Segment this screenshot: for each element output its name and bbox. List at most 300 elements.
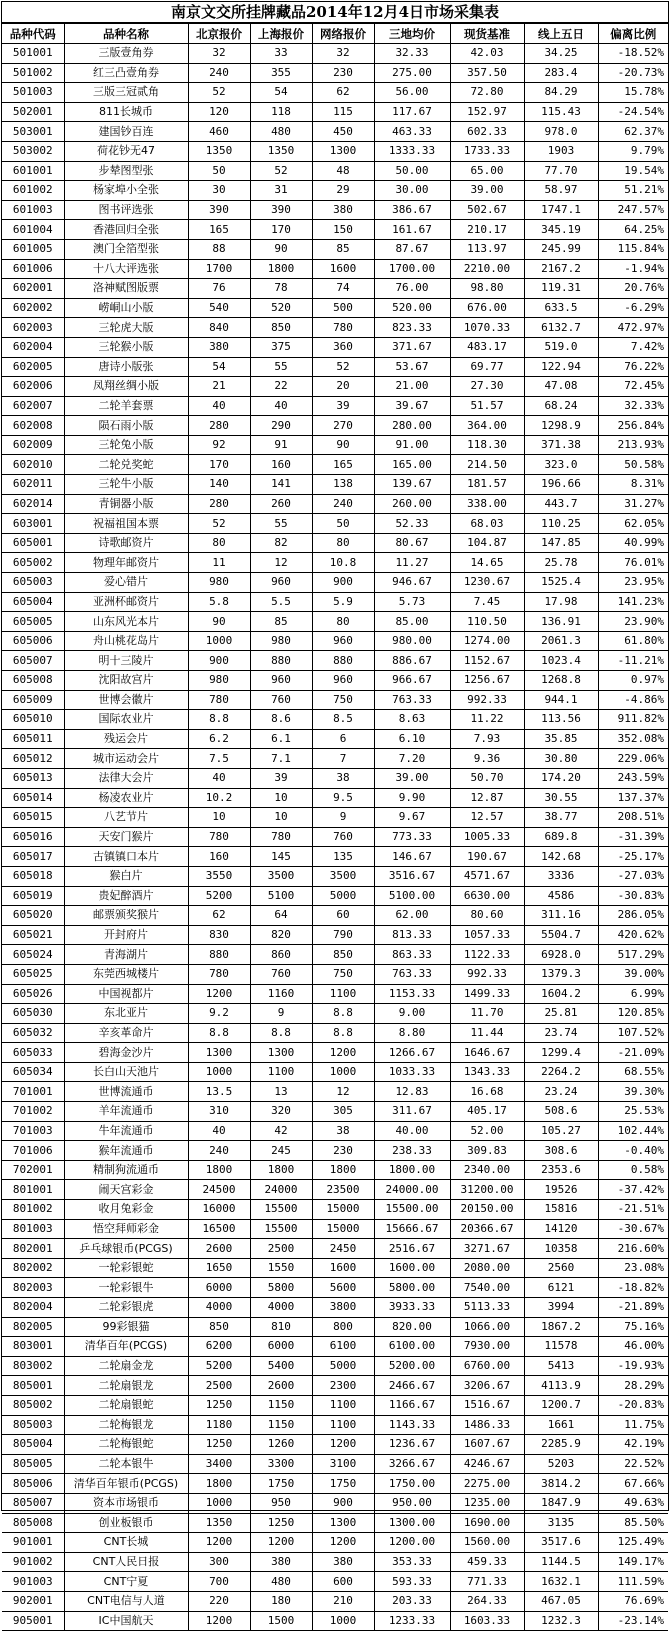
cell-code: 602010: [2, 455, 64, 475]
cell-code: 701006: [2, 1141, 64, 1161]
table-row: [2, 945, 668, 965]
cell-average-price: 3516.67: [374, 866, 450, 886]
cell-beijing-price: 40: [188, 396, 250, 416]
cell-name: 爱心错片: [64, 573, 188, 593]
cell-deviation: 120.85%: [598, 1004, 668, 1024]
cell-code: 503001: [2, 122, 64, 142]
cell-average-price: 203.33: [374, 1591, 450, 1611]
cell-online-five-day: 1747.1: [524, 200, 598, 220]
cell-spot-benchmark: 12.87: [450, 788, 524, 808]
cell-beijing-price: 1700: [188, 259, 250, 279]
cell-spot-benchmark: 20366.67: [450, 1219, 524, 1239]
cell-shanghai-price: 1350: [250, 141, 312, 161]
cell-online-price: 850: [312, 945, 374, 965]
table-row: [2, 553, 668, 573]
cell-code: 605001: [2, 533, 64, 553]
table-row: [2, 592, 668, 612]
cell-code: 901003: [2, 1572, 64, 1592]
cell-shanghai-price: 980: [250, 631, 312, 651]
table-row: [2, 1493, 668, 1513]
cell-spot-benchmark: 80.60: [450, 906, 524, 926]
cell-online-price: 880: [312, 651, 374, 671]
cell-spot-benchmark: 39.00: [450, 181, 524, 201]
cell-shanghai-price: 380: [250, 1552, 312, 1572]
cell-average-price: 260.00: [374, 494, 450, 514]
cell-beijing-price: 3400: [188, 1454, 250, 1474]
cell-shanghai-price: 355: [250, 63, 312, 83]
cell-code: 605017: [2, 847, 64, 867]
cell-deviation: -21.51%: [598, 1200, 668, 1220]
cell-online-price: 960: [312, 671, 374, 691]
cell-online-price: 90: [312, 435, 374, 455]
table-row: [2, 279, 668, 299]
cell-average-price: 21.00: [374, 377, 450, 397]
table-row: [2, 1337, 668, 1357]
cell-spot-benchmark: 264.33: [450, 1591, 524, 1611]
cell-name: 古镇镇口本片: [64, 847, 188, 867]
cell-online-price: 9: [312, 808, 374, 828]
cell-deviation: 62.37%: [598, 122, 668, 142]
cell-shanghai-price: 950: [250, 1493, 312, 1513]
cell-name: 澳门全箔型张: [64, 239, 188, 259]
cell-average-price: 1750.00: [374, 1474, 450, 1494]
cell-online-five-day: 47.08: [524, 377, 598, 397]
cell-online-price: 2300: [312, 1376, 374, 1396]
table-row: [2, 1102, 668, 1122]
cell-deviation: -1.94%: [598, 259, 668, 279]
cell-average-price: 30.00: [374, 181, 450, 201]
cell-online-price: 52: [312, 357, 374, 377]
table-row: [2, 651, 668, 671]
cell-shanghai-price: 1800: [250, 259, 312, 279]
cell-spot-benchmark: 992.33: [450, 964, 524, 984]
cell-beijing-price: 4000: [188, 1298, 250, 1318]
cell-deviation: -11.21%: [598, 651, 668, 671]
header-deviation: 偏离比例: [598, 24, 668, 44]
cell-spot-benchmark: 2340.00: [450, 1160, 524, 1180]
cell-beijing-price: 140: [188, 475, 250, 495]
table-row: [2, 181, 668, 201]
cell-average-price: 311.67: [374, 1102, 450, 1122]
cell-shanghai-price: 22: [250, 377, 312, 397]
cell-online-price: 32: [312, 44, 374, 64]
cell-online-price: 5000: [312, 886, 374, 906]
cell-spot-benchmark: 11.22: [450, 710, 524, 730]
cell-deviation: 22.52%: [598, 1454, 668, 1474]
cell-deviation: 64.25%: [598, 220, 668, 240]
cell-average-price: 5.73: [374, 592, 450, 612]
cell-beijing-price: 900: [188, 651, 250, 671]
cell-online-five-day: 6121: [524, 1278, 598, 1298]
table-row: [2, 827, 668, 847]
cell-spot-benchmark: 5113.33: [450, 1298, 524, 1318]
cell-name: 二轮羊套票: [64, 396, 188, 416]
cell-code: 601001: [2, 161, 64, 181]
cell-spot-benchmark: 20150.00: [450, 1200, 524, 1220]
cell-online-five-day: 1379.3: [524, 964, 598, 984]
table-row: [2, 1043, 668, 1063]
cell-name: 香港回归全张: [64, 220, 188, 240]
cell-deviation: -31.39%: [598, 827, 668, 847]
cell-online-five-day: 2285.9: [524, 1435, 598, 1455]
cell-beijing-price: 1000: [188, 1493, 250, 1513]
cell-beijing-price: 240: [188, 63, 250, 83]
cell-online-five-day: 35.85: [524, 729, 598, 749]
cell-spot-benchmark: 2210.00: [450, 259, 524, 279]
cell-online-price: 900: [312, 1493, 374, 1513]
cell-deviation: 141.23%: [598, 592, 668, 612]
cell-average-price: 763.33: [374, 690, 450, 710]
cell-code: 801001: [2, 1180, 64, 1200]
cell-shanghai-price: 480: [250, 122, 312, 142]
cell-code: 602011: [2, 475, 64, 495]
cell-online-price: 780: [312, 318, 374, 338]
cell-code: 605012: [2, 749, 64, 769]
cell-spot-benchmark: 2080.00: [450, 1258, 524, 1278]
cell-code: 602005: [2, 357, 64, 377]
cell-beijing-price: 30: [188, 181, 250, 201]
cell-code: 805006: [2, 1474, 64, 1494]
cell-average-price: 80.67: [374, 533, 450, 553]
cell-beijing-price: 10.2: [188, 788, 250, 808]
cell-name: 天安门猴片: [64, 827, 188, 847]
cell-average-price: 15500.00: [374, 1200, 450, 1220]
table-row: [2, 768, 668, 788]
cell-online-five-day: 174.20: [524, 768, 598, 788]
cell-online-five-day: 3994: [524, 1298, 598, 1318]
cell-code: 802001: [2, 1239, 64, 1259]
table-row: [2, 1278, 668, 1298]
cell-online-price: 750: [312, 690, 374, 710]
cell-deviation: 51.21%: [598, 181, 668, 201]
cell-online-five-day: 6132.7: [524, 318, 598, 338]
cell-code: 602014: [2, 494, 64, 514]
cell-deviation: 243.59%: [598, 768, 668, 788]
cell-beijing-price: 8.8: [188, 710, 250, 730]
cell-name: 残运会片: [64, 729, 188, 749]
cell-name: 二轮扇银龙: [64, 1376, 188, 1396]
cell-online-five-day: 5203: [524, 1454, 598, 1474]
cell-name: 99彩银猫: [64, 1317, 188, 1337]
cell-deviation: 229.06%: [598, 749, 668, 769]
cell-average-price: 1800.00: [374, 1160, 450, 1180]
cell-shanghai-price: 2500: [250, 1239, 312, 1259]
cell-online-five-day: 1632.1: [524, 1572, 598, 1592]
table-row: [2, 1298, 668, 1318]
cell-deviation: 62.05%: [598, 514, 668, 534]
cell-name: 二轮本银牛: [64, 1454, 188, 1474]
cell-online-five-day: 1604.2: [524, 984, 598, 1004]
cell-online-price: 8.5: [312, 710, 374, 730]
cell-beijing-price: 9.2: [188, 1004, 250, 1024]
cell-online-five-day: 3336: [524, 866, 598, 886]
cell-shanghai-price: 860: [250, 945, 312, 965]
cell-online-price: 1200: [312, 1533, 374, 1553]
cell-spot-benchmark: 98.80: [450, 279, 524, 299]
cell-online-five-day: 508.6: [524, 1102, 598, 1122]
cell-average-price: 53.67: [374, 357, 450, 377]
cell-shanghai-price: 3500: [250, 866, 312, 886]
header-shanghai-price: 上海报价: [250, 24, 312, 44]
table-row: [2, 612, 668, 632]
cell-name: 城市运动会片: [64, 749, 188, 769]
cell-average-price: 6.10: [374, 729, 450, 749]
cell-deviation: 15.78%: [598, 83, 668, 103]
cell-online-price: 48: [312, 161, 374, 181]
cell-deviation: 352.08%: [598, 729, 668, 749]
cell-beijing-price: 8.8: [188, 1023, 250, 1043]
table-row: [2, 906, 668, 926]
cell-spot-benchmark: 72.80: [450, 83, 524, 103]
cell-online-price: 1100: [312, 1395, 374, 1415]
cell-shanghai-price: 245: [250, 1141, 312, 1161]
cell-spot-benchmark: 65.00: [450, 161, 524, 181]
cell-online-price: 1200: [312, 1043, 374, 1063]
cell-beijing-price: 120: [188, 102, 250, 122]
table-row: [2, 494, 668, 514]
cell-deviation: 420.62%: [598, 925, 668, 945]
cell-name: 猴年流通币: [64, 1141, 188, 1161]
table-row: [2, 1200, 668, 1220]
table-row: [2, 749, 668, 769]
cell-deviation: -20.83%: [598, 1395, 668, 1415]
cell-deviation: 40.99%: [598, 533, 668, 553]
cell-name: 国际农业片: [64, 710, 188, 730]
cell-name: 精制狗流通币: [64, 1160, 188, 1180]
cell-spot-benchmark: 459.33: [450, 1552, 524, 1572]
cell-shanghai-price: 82: [250, 533, 312, 553]
cell-online-price: 165: [312, 455, 374, 475]
cell-online-five-day: 1903: [524, 141, 598, 161]
cell-spot-benchmark: 2275.00: [450, 1474, 524, 1494]
cell-online-price: 9.5: [312, 788, 374, 808]
cell-spot-benchmark: 4246.67: [450, 1454, 524, 1474]
cell-code: 603001: [2, 514, 64, 534]
cell-beijing-price: 16500: [188, 1219, 250, 1239]
cell-shanghai-price: 160: [250, 455, 312, 475]
cell-name: 杨家埠小全张: [64, 181, 188, 201]
cell-deviation: 23.08%: [598, 1258, 668, 1278]
cell-online-five-day: 1200.7: [524, 1395, 598, 1415]
cell-beijing-price: 1000: [188, 1062, 250, 1082]
cell-online-five-day: 196.66: [524, 475, 598, 495]
cell-name: 二轮扇金龙: [64, 1356, 188, 1376]
cell-average-price: 371.67: [374, 337, 450, 357]
cell-name: 诗歌邮资片: [64, 533, 188, 553]
cell-shanghai-price: 1250: [250, 1513, 312, 1533]
cell-online-price: 600: [312, 1572, 374, 1592]
cell-online-five-day: 6928.0: [524, 945, 598, 965]
cell-name: 青铜器小版: [64, 494, 188, 514]
cell-name: 东莞西城楼片: [64, 964, 188, 984]
cell-average-price: 39.67: [374, 396, 450, 416]
cell-deviation: -24.54%: [598, 102, 668, 122]
cell-shanghai-price: 42: [250, 1121, 312, 1141]
cell-code: 805003: [2, 1415, 64, 1435]
cell-average-price: 980.00: [374, 631, 450, 651]
cell-shanghai-price: 6000: [250, 1337, 312, 1357]
cell-spot-benchmark: 190.67: [450, 847, 524, 867]
cell-average-price: 593.33: [374, 1572, 450, 1592]
market-table-sheet: [1, 1, 669, 1627]
cell-deviation: 517.29%: [598, 945, 668, 965]
cell-shanghai-price: 10: [250, 788, 312, 808]
cell-deviation: 11.75%: [598, 1415, 668, 1435]
cell-spot-benchmark: 357.50: [450, 63, 524, 83]
cell-code: 501003: [2, 83, 64, 103]
cell-shanghai-price: 810: [250, 1317, 312, 1337]
table-row: [2, 514, 668, 534]
cell-spot-benchmark: 7540.00: [450, 1278, 524, 1298]
cell-beijing-price: 380: [188, 337, 250, 357]
cell-beijing-price: 54: [188, 357, 250, 377]
cell-average-price: 966.67: [374, 671, 450, 691]
cell-average-price: 7.20: [374, 749, 450, 769]
cell-shanghai-price: 141: [250, 475, 312, 495]
table-row: [2, 83, 668, 103]
cell-code: 802002: [2, 1258, 64, 1278]
cell-deviation: 23.95%: [598, 573, 668, 593]
cell-deviation: 85.50%: [598, 1513, 668, 1533]
cell-shanghai-price: 850: [250, 318, 312, 338]
cell-spot-benchmark: 1343.33: [450, 1062, 524, 1082]
cell-spot-benchmark: 1607.67: [450, 1435, 524, 1455]
cell-online-five-day: 84.29: [524, 83, 598, 103]
cell-online-price: 20: [312, 377, 374, 397]
cell-online-price: 1300: [312, 141, 374, 161]
cell-beijing-price: 5.8: [188, 592, 250, 612]
cell-average-price: 6100.00: [374, 1337, 450, 1357]
cell-deviation: 107.52%: [598, 1023, 668, 1043]
cell-code: 605004: [2, 592, 64, 612]
cell-spot-benchmark: 676.00: [450, 298, 524, 318]
cell-code: 805007: [2, 1493, 64, 1513]
cell-online-price: 60: [312, 906, 374, 926]
table-row: [2, 337, 668, 357]
cell-beijing-price: 280: [188, 416, 250, 436]
cell-spot-benchmark: 1646.67: [450, 1043, 524, 1063]
cell-code: 802004: [2, 1298, 64, 1318]
cell-name: 资本市场银币: [64, 1493, 188, 1513]
cell-online-price: 138: [312, 475, 374, 495]
cell-online-five-day: 25.78: [524, 553, 598, 573]
cell-name: 三轮兔小版: [64, 435, 188, 455]
cell-code: 501002: [2, 63, 64, 83]
cell-beijing-price: 980: [188, 671, 250, 691]
cell-spot-benchmark: 1274.00: [450, 631, 524, 651]
cell-shanghai-price: 6.1: [250, 729, 312, 749]
cell-code: 503002: [2, 141, 64, 161]
cell-code: 602003: [2, 318, 64, 338]
table-row: [2, 1513, 668, 1533]
table-row: [2, 200, 668, 220]
table-row: [2, 866, 668, 886]
cell-online-price: 790: [312, 925, 374, 945]
header-code: 品种代码: [2, 24, 64, 44]
cell-deviation: 111.59%: [598, 1572, 668, 1592]
cell-spot-benchmark: 6760.00: [450, 1356, 524, 1376]
cell-online-price: 380: [312, 200, 374, 220]
cell-average-price: 85.00: [374, 612, 450, 632]
cell-shanghai-price: 8.8: [250, 1023, 312, 1043]
table-row: [2, 788, 668, 808]
cell-name: 二轮梅银龙: [64, 1415, 188, 1435]
cell-beijing-price: 11: [188, 553, 250, 573]
table-row: [2, 298, 668, 318]
cell-beijing-price: 92: [188, 435, 250, 455]
cell-spot-benchmark: 68.03: [450, 514, 524, 534]
cell-shanghai-price: 520: [250, 298, 312, 318]
cell-spot-benchmark: 7930.00: [450, 1337, 524, 1357]
cell-shanghai-price: 480: [250, 1572, 312, 1592]
cell-shanghai-price: 78: [250, 279, 312, 299]
cell-name: 中国视都片: [64, 984, 188, 1004]
cell-code: 802005: [2, 1317, 64, 1337]
cell-deviation: 39.00%: [598, 964, 668, 984]
cell-online-five-day: 2167.2: [524, 259, 598, 279]
cell-beijing-price: 24500: [188, 1180, 250, 1200]
table-row: [2, 416, 668, 436]
cell-name: 荷花钞无47: [64, 141, 188, 161]
cell-beijing-price: 830: [188, 925, 250, 945]
cell-average-price: 238.33: [374, 1141, 450, 1161]
cell-average-price: 463.33: [374, 122, 450, 142]
cell-code: 602008: [2, 416, 64, 436]
cell-spot-benchmark: 11.44: [450, 1023, 524, 1043]
cell-code: 605019: [2, 886, 64, 906]
cell-name: 开封府片: [64, 925, 188, 945]
table-row: [2, 1591, 668, 1611]
cell-online-five-day: 311.16: [524, 906, 598, 926]
table-row: [2, 1219, 668, 1239]
table-row: [2, 1317, 668, 1337]
header-online-price: 网络报价: [312, 24, 374, 44]
cell-name: 二轮彩银虎: [64, 1298, 188, 1318]
cell-spot-benchmark: 1152.67: [450, 651, 524, 671]
cell-beijing-price: 6200: [188, 1337, 250, 1357]
table-row: [2, 984, 668, 1004]
table-row: [2, 475, 668, 495]
cell-online-price: 15000: [312, 1219, 374, 1239]
cell-name: 杨凌农业片: [64, 788, 188, 808]
cell-online-price: 38: [312, 1121, 374, 1141]
cell-code: 602009: [2, 435, 64, 455]
cell-beijing-price: 240: [188, 1141, 250, 1161]
cell-code: 605024: [2, 945, 64, 965]
cell-shanghai-price: 290: [250, 416, 312, 436]
cell-deviation: -18.82%: [598, 1278, 668, 1298]
cell-deviation: 137.37%: [598, 788, 668, 808]
cell-online-five-day: 1661: [524, 1415, 598, 1435]
cell-average-price: 1143.33: [374, 1415, 450, 1435]
cell-online-five-day: 34.25: [524, 44, 598, 64]
cell-beijing-price: 7.5: [188, 749, 250, 769]
cell-average-price: 87.67: [374, 239, 450, 259]
cell-spot-benchmark: 1516.67: [450, 1395, 524, 1415]
cell-online-price: 6: [312, 729, 374, 749]
cell-beijing-price: 80: [188, 533, 250, 553]
cell-code: 605013: [2, 768, 64, 788]
cell-deviation: -6.29%: [598, 298, 668, 318]
cell-beijing-price: 1200: [188, 984, 250, 1004]
cell-deviation: -20.73%: [598, 63, 668, 83]
cell-online-price: 900: [312, 573, 374, 593]
cell-beijing-price: 76: [188, 279, 250, 299]
cell-shanghai-price: 85: [250, 612, 312, 632]
cell-beijing-price: 13.5: [188, 1082, 250, 1102]
cell-online-five-day: 345.19: [524, 220, 598, 240]
cell-deviation: 472.97%: [598, 318, 668, 338]
